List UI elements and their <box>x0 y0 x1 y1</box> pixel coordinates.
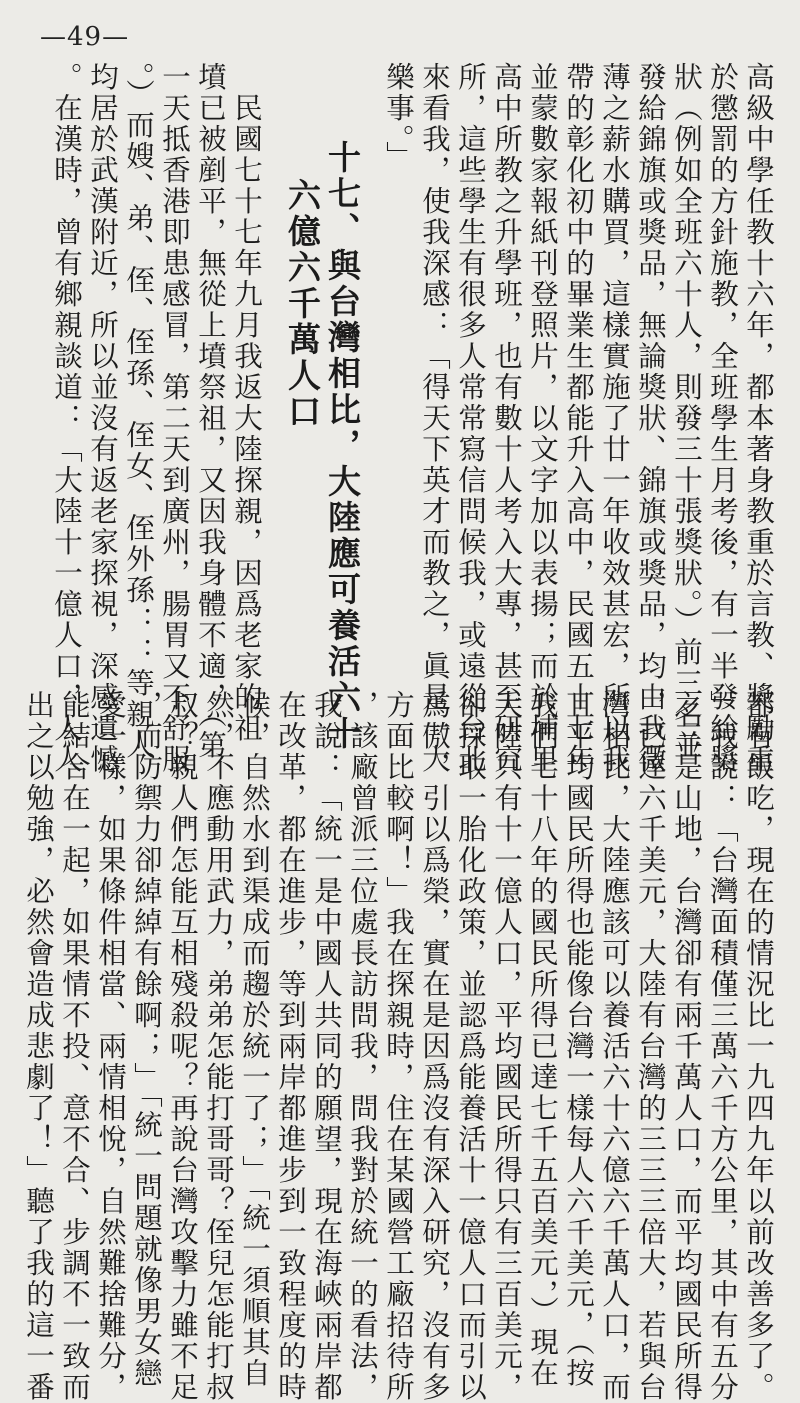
text-column: 灣相比，大陸應該可以養活六十六億六千萬人口，而 <box>598 690 631 1403</box>
text-column: 方面比較啊！」我在探親時，住在某國營工廠招待所 <box>382 690 415 1403</box>
text-column: 大陸只有十一億人口，平均國民所得只有三百美元， <box>490 690 523 1403</box>
spacer <box>362 62 380 660</box>
spacer <box>264 62 282 660</box>
text-column: 都有飯吃，現在的情況比一九四九年以前改善多了。 <box>742 690 775 1403</box>
text-column: 我們七十八年的國民所得已達七千五百美元，）現在 <box>526 690 559 1389</box>
text-column: 來看我，使我深感：「得天下英才而教之，眞是一大 <box>418 62 451 775</box>
text-column: 狀（例如全班六十人，則發三十張獎狀。）前三名並 <box>670 62 703 761</box>
text-column: 樂事。」 <box>382 62 415 172</box>
chapter-title: 十七、與台灣相比，大陸應可養活六十 <box>323 140 362 752</box>
text-column: 且平均國民所得也能像台灣一樣每人六千美元，（按 <box>562 690 595 1389</box>
text-column: 能結合在一起，如果情不投、意不合、步調不一致而 <box>58 690 91 1403</box>
text-column: 均居於武漢附近，所以並沒有返老家探視，深感遺憾 <box>86 62 119 775</box>
text-column: 民國七十七年九月我返大陸探親，因爲老家的祖 <box>230 62 263 744</box>
text-column: 並蒙數家報紙刊登照片，以文字加以表揚；而於埔里 <box>526 62 559 775</box>
text-column: 出之以勉強，必然會造成悲劇了！」聽了我的這一番 <box>22 690 55 1403</box>
text-column: 發給錦旗或獎品，無論獎狀、錦旗或獎品，均由我微 <box>634 62 667 775</box>
text-column: 我說：「統一是中國人共同的願望，現在海峽兩岸都 <box>310 690 343 1403</box>
text-column: 一天抵香港即患感冒，第二天到廣州，腸胃又不舒服 <box>158 62 191 775</box>
text-column: 高級中學任教十六年，都本著身教重於言教、獎勵重 <box>742 62 775 775</box>
text-column: 之三是山地，台灣卻有兩千萬人口，而平均國民所得 <box>670 690 703 1403</box>
text-column: 。在漢時，曾有鄉親談道：「大陸十一億人口，人人 <box>50 62 83 775</box>
text-column: 」我說：「台灣面積僅三萬六千方公里，其中有五分 <box>706 690 739 1403</box>
text-column: 於懲罰的方針施教，全班學生月考後，有一半發給獎 <box>706 62 739 775</box>
bottom-text-block <box>22 690 776 1403</box>
text-column: 卻採取一胎化政策，並認爲能養活十一億人口而引以 <box>454 690 487 1403</box>
text-column: ，已達六千美元，大陸有台灣的三三三倍大，若與台 <box>634 690 667 1403</box>
text-column: 叔？親人們怎能互相殘殺呢？再說台灣攻擊力雖不足 <box>166 690 199 1403</box>
text-column: 。）而嫂、弟、侄、侄孫、侄女、侄外孫：：等親人 <box>122 62 155 761</box>
text-column: 所，這些學生有很多人常常寫信問候我，或遠從台北 <box>454 62 487 775</box>
top-text-block <box>50 62 776 775</box>
text-column: 薄之薪水購買，這樣實施了廿一年收效甚宏，所以我 <box>598 62 631 775</box>
text-column: 候，自然水到渠成而趨於統一了；」「統一須順其自 <box>238 690 271 1389</box>
chapter-title-continuation: 六億六千萬人口 <box>283 178 322 430</box>
text-column: 然，不應動用武力，弟弟怎能打哥哥？侄兒怎能打叔 <box>202 690 235 1403</box>
page-number: —49— <box>40 22 130 52</box>
text-column: 墳已被剷平，無從上墳祭祖，又因我身體不適，（第 <box>194 62 227 761</box>
text-column: 高中所教之升學班，也有數十人考入大專，甚至研究 <box>490 62 523 775</box>
text-column: 愛一樣，如果條件相當、兩情相悅，自然難捨難分， <box>94 690 127 1403</box>
text-column: ，該廠曾派三位處長訪問我，問我對於統一的看法， <box>346 690 379 1403</box>
text-column: 在改革，都在進步，等到兩岸都進步到一致程度的時 <box>274 690 307 1403</box>
text-column: 帶的彰化初中的畢業生都能升入高中，民國五十七年 <box>562 62 595 775</box>
text-column: ，而防禦力卻綽綽有餘啊；」「統一問題就像男女戀 <box>130 690 163 1389</box>
text-column: 爲傲，引以爲榮，實在是因爲沒有深入研究，沒有多 <box>418 690 451 1403</box>
